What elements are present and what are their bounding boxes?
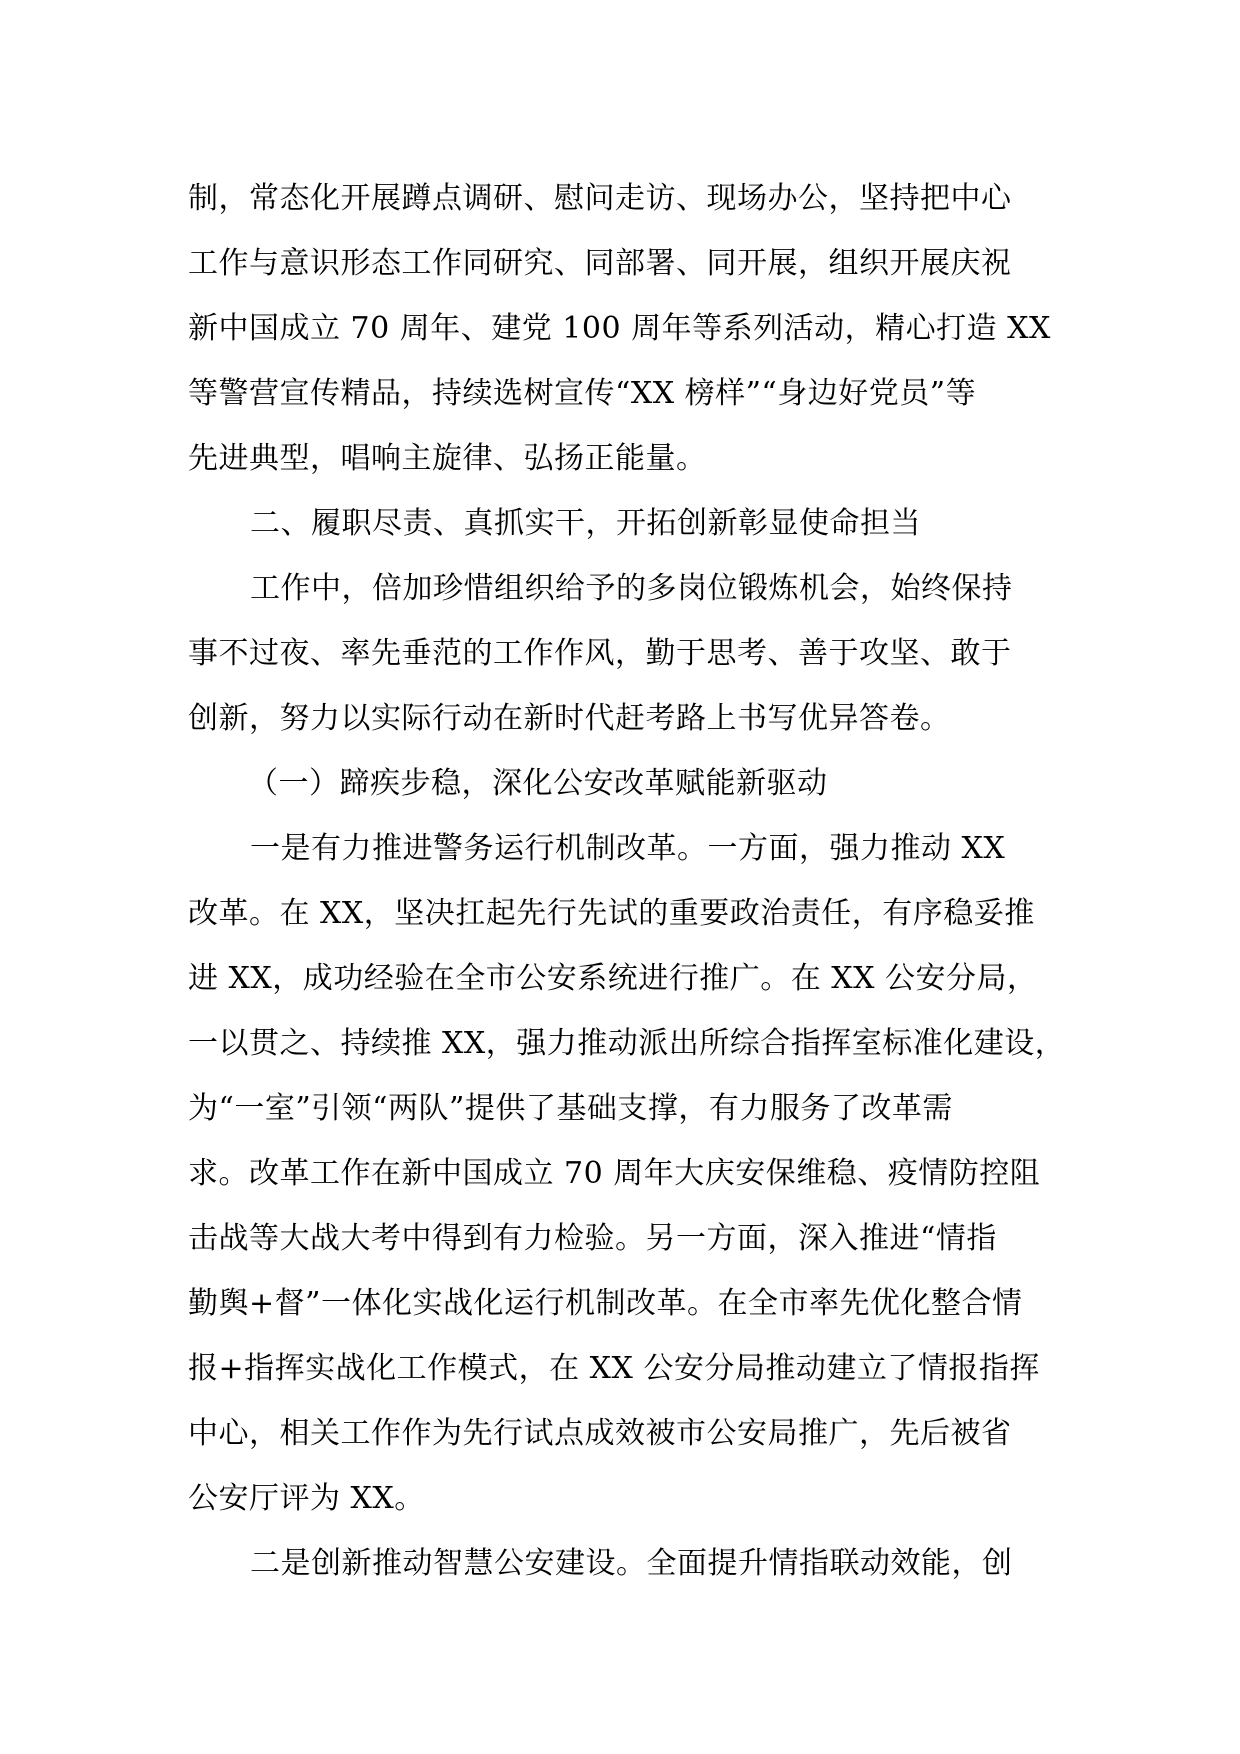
subsection-heading-1: （一）蹄疾步稳，深化公安改革赋能新驱动: [248, 766, 828, 801]
text-line-7: 工作中，倍加珍惜组织给予的多岗位锻炼机会，始终保持: [250, 571, 1013, 606]
text-line-21: 公安厅评为 XX。: [188, 1481, 425, 1516]
text-line-13: 进 XX，成功经验在全市公安系统进行推广。在 XX 公安分局，: [188, 961, 1038, 996]
text-line-12: 改革。在 XX，坚决扛起先行先试的重要政治责任，有序稳妥推: [188, 896, 1035, 931]
text-line-8: 事不过夜、率先垂范的工作作风，勤于思考、善于攻坚、敢于: [188, 636, 1012, 671]
text-line-3: 新中国成立 70 周年、建党 100 周年等系列活动，精心打造 XX: [188, 311, 1051, 346]
text-line-5: 先进典型，唱响主旋律、弘扬正能量。: [188, 441, 707, 476]
text-line-15: 为“一室”引领“两队”提供了基础支撑，有力服务了改革需: [188, 1091, 953, 1126]
text-line-20: 中心，相关工作作为先行试点成效被市公安局推广，先后被省: [188, 1416, 1012, 1451]
section-heading-2: 二、履职尽责、真抓实干，开拓创新彰显使命担当: [250, 506, 921, 541]
body-text: [188, 166, 1068, 1596]
text-line-9: 创新，努力以实际行动在新时代赶考路上书写优异答卷。: [188, 701, 951, 736]
text-line-14: 一以贯之、持续推 XX，强力推动派出所综合指挥室标准化建设，: [188, 1026, 1066, 1061]
text-line-16: 求。改革工作在新中国成立 70 周年大庆安保维稳、疫情防控阻: [188, 1156, 1041, 1191]
text-line-1: 制，常态化开展蹲点调研、慰问走访、现场办公，坚持把中心: [188, 181, 1012, 216]
text-line-18: 勤舆+督”一体化实战化运行机制改革。在全市率先优化整合情: [188, 1286, 1023, 1321]
text-line-11: 一是有力推进警务运行机制改革。一方面，强力推动 XX: [250, 831, 1006, 866]
text-line-22: 二是创新推动智慧公安建设。全面提升情指联动效能，创: [250, 1546, 1013, 1581]
text-line-17: 击战等大战大考中得到有力检验。另一方面，深入推进“情指: [188, 1221, 997, 1256]
text-line-2: 工作与意识形态工作同研究、同部署、同开展，组织开展庆祝: [188, 246, 1012, 281]
text-line-19: 报+指挥实战化工作模式，在 XX 公安分局推动建立了情报指挥: [188, 1351, 1040, 1386]
text-line-4: 等警营宣传精品，持续选树宣传“XX 榜样”“身边好党员”等: [188, 376, 977, 411]
